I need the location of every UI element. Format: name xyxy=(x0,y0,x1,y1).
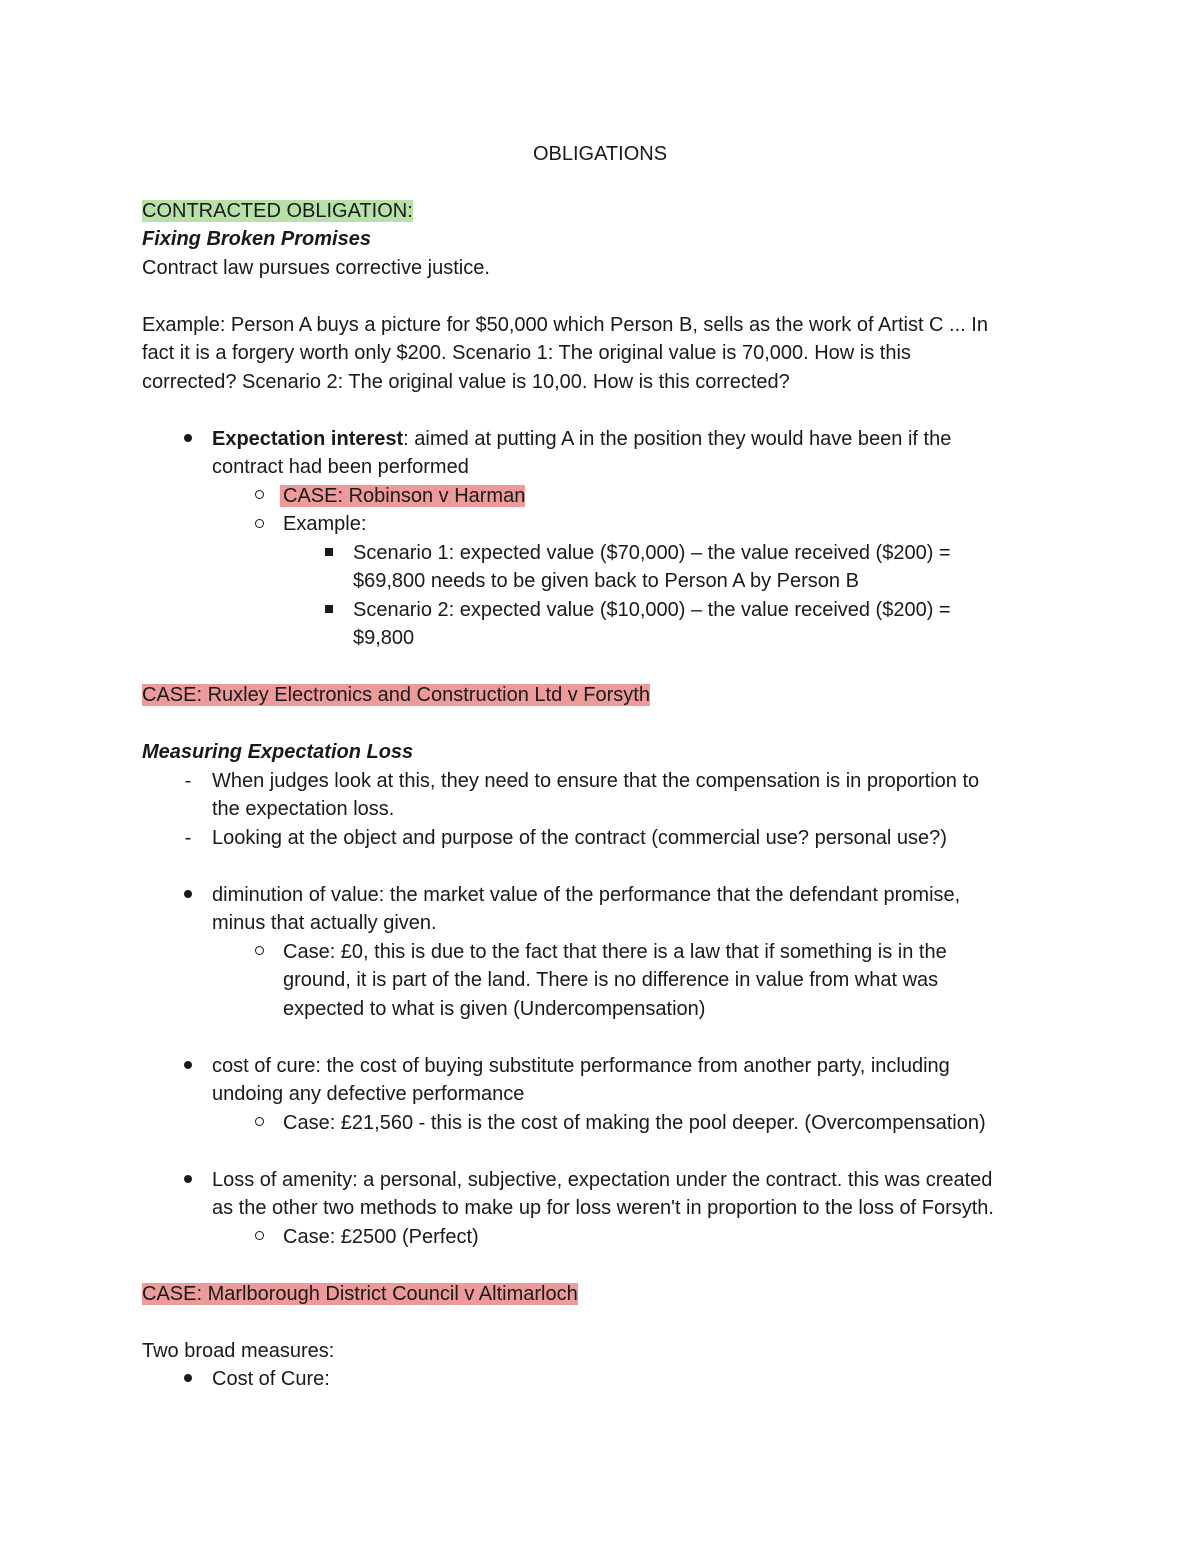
bullet-circle-icon xyxy=(249,1223,269,1252)
list-item-dash-judges: - When judges look at this, they need to ensure that the compensation is in proportion to the expectation loss. xyxy=(212,767,1062,824)
bullet-circle-icon xyxy=(249,482,269,511)
list-item-example: Example: xyxy=(283,510,1062,539)
subheading-fixing-broken-promises: Fixing Broken Promises xyxy=(142,228,371,250)
list-item-dash-object-purpose: - Looking at the object and purpose of the contract (commercial use? personal use?) xyxy=(212,824,1062,853)
bullet-dot-icon xyxy=(178,881,198,910)
bullet-dot-icon xyxy=(178,1365,198,1394)
term-expectation-interest: Expectation interest xyxy=(212,427,404,450)
section-heading-contracted-obligation: CONTRACTED OBLIGATION: xyxy=(142,199,413,222)
document-title: OBLIGATIONS xyxy=(532,143,668,165)
list-item-scenario-2: Scenario 2: expected value ($10,000) – the value received ($200) = $9,800 xyxy=(353,596,1062,653)
case-marlborough-district-council: CASE: Marlborough District Council v Altimarloch xyxy=(142,1282,578,1305)
list-item-case-robinson xyxy=(283,482,1062,511)
list-item-cost-of-cure: cost of cure: the cost of buying substitute performance from another party, including undoing any defective performance xyxy=(212,1052,1062,1109)
example-line-3: corrected? Scenario 2: The original value is 10,00. How is this corrected? xyxy=(142,370,790,393)
bullet-circle-icon xyxy=(249,510,269,539)
example-line-2: fact it is a forgery worth only $200. Scenario 1: The original value is 70,000. How is this xyxy=(142,342,911,364)
list-item-loss-of-amenity: Loss of amenity: a personal, subjective, expectation under the contract. this was created as the other two methods to make up for loss weren't in proportion to the loss of Forsyth. xyxy=(212,1166,1062,1223)
bullet-dash-icon: - xyxy=(184,769,192,792)
bullet-square-icon xyxy=(319,539,339,568)
bullet-dot-icon xyxy=(178,1052,198,1081)
list-item-scenario-1: Scenario 1: expected value ($70,000) – the value received ($200) = $69,800 needs to be given back to Person A by Person B xyxy=(353,539,1062,596)
intro-text: Contract law pursues corrective justice. xyxy=(142,256,490,279)
example-line-1: Example: Person A buys a picture for $50,000 which Person B, sells as the work of Artist C ... In xyxy=(142,313,988,336)
list-item-diminution-case: Case: £0, this is due to the fact that there is a law that if something is in the ground, it is part of the land. There is no difference in value from what was expected to what is given (Undercompensation) xyxy=(283,938,1062,1024)
document-page xyxy=(142,140,1062,1394)
bullet-circle-icon xyxy=(249,1109,269,1138)
list-item-diminution-of-value: diminution of value: the market value of the performance that the defendant promise, minus that actually given. xyxy=(212,881,1062,938)
case-robinson-v-harman: CASE: Robinson v Harman xyxy=(280,485,525,507)
heading-measuring-expectation-loss: Measuring Expectation Loss xyxy=(142,741,414,763)
bullet-dash-icon: - xyxy=(184,826,192,849)
list-item-cost-of-cure-case: Case: £21,560 - this is the cost of making the pool deeper. (Overcompensation) xyxy=(283,1109,1062,1138)
bullet-dot-icon xyxy=(178,425,198,454)
two-broad-measures-intro: Two broad measures: xyxy=(142,1339,335,1362)
bullet-square-icon xyxy=(319,596,339,625)
bullet-dot-icon xyxy=(178,1166,198,1195)
list-item-amenity-case: Case: £2500 (Perfect) xyxy=(283,1223,1062,1252)
case-ruxley-electronics: CASE: Ruxley Electronics and Construction Ltd v Forsyth xyxy=(142,684,650,706)
bullet-circle-icon xyxy=(249,938,269,967)
list-item-cost-of-cure-measure: Cost of Cure: xyxy=(212,1365,1062,1394)
list-item-expectation-interest: Expectation interest: aimed at putting A in the position they would have been if the contract had been performed xyxy=(212,425,1062,482)
